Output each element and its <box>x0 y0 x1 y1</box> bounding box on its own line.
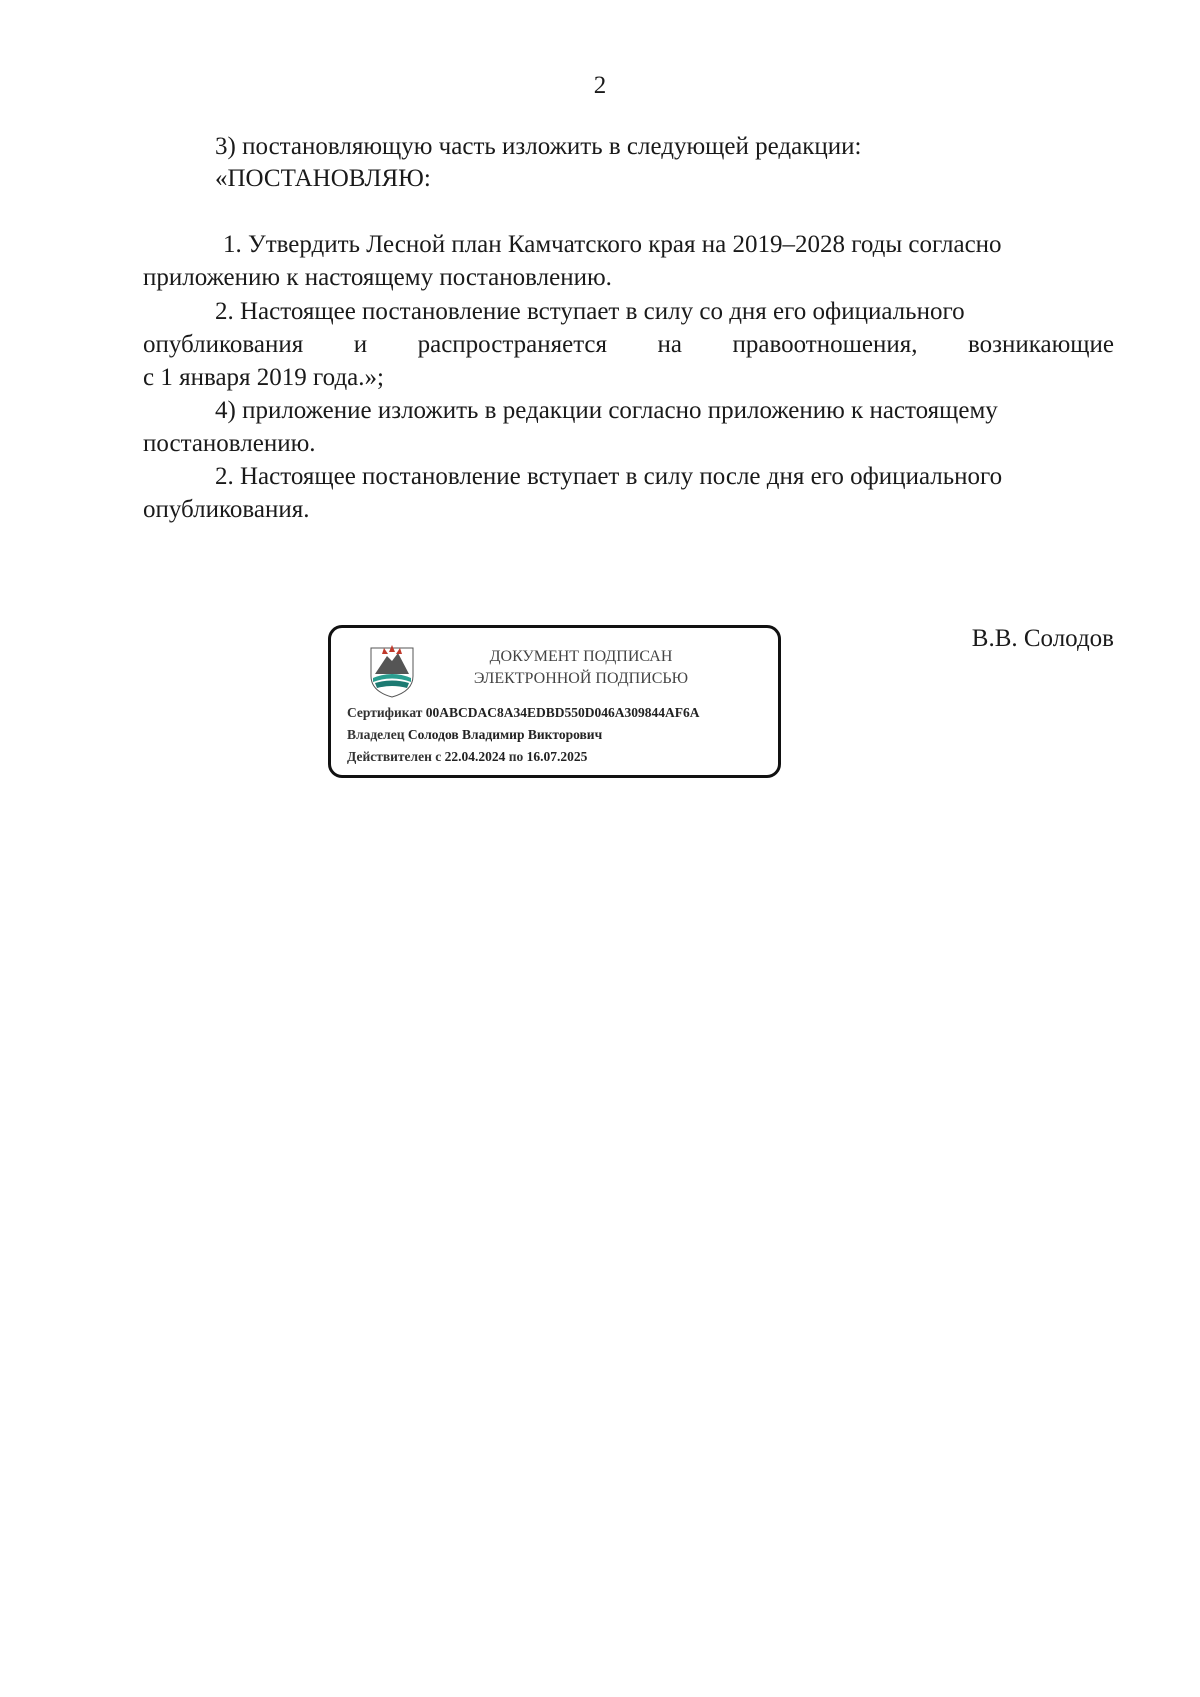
certificate-row <box>347 705 700 721</box>
word: возникающие <box>967 331 1114 358</box>
valid-label: Действителен <box>347 749 432 764</box>
paragraph-3-line-1: 3) постановляющую часть изложить в следующей редакции: <box>215 133 862 160</box>
word: и <box>353 331 368 358</box>
word: распространяется <box>417 331 608 358</box>
item-2-line-2 <box>143 330 1114 360</box>
word: правоотношения, <box>732 331 918 358</box>
word: на <box>657 331 683 358</box>
valid-to: 16.07.2025 <box>526 749 588 764</box>
word: опубликования <box>143 331 304 358</box>
paragraph-5-line-2: опубликования. <box>143 496 310 523</box>
item-2-line-1: 2. Настоящее постановление вступает в силу со дня его официального <box>215 298 965 325</box>
validity-row <box>347 749 587 765</box>
valid-to-label: по <box>508 749 524 764</box>
stamp-title-line-2: ЭЛЕКТРОННОЙ ПОДПИСЬЮ <box>473 670 689 687</box>
paragraph-5-line-1: 2. Настоящее постановление вступает в силу после дня его официального <box>215 463 1003 490</box>
paragraph-3-line-2: «ПОСТАНОВЛЯЮ: <box>215 165 431 192</box>
item-1-line-1: 1. Утвердить Лесной план Камчатского края на 2019–2028 годы согласно <box>223 231 1002 258</box>
item-2-line-3: с 1 января 2019 года.»; <box>143 364 384 391</box>
certificate-label: Сертификат <box>347 705 423 720</box>
page-number: 2 <box>593 72 607 99</box>
stamp-title-line-1: ДОКУМЕНТ ПОДПИСАН <box>489 648 673 665</box>
item-1-line-2: приложению к настоящему постановлению. <box>143 264 612 291</box>
electronic-signature-stamp <box>328 625 781 778</box>
paragraph-4-line-1: 4) приложение изложить в редакции согласно приложению к настоящему <box>215 397 998 424</box>
owner-label: Владелец <box>347 727 405 742</box>
stamp-title <box>421 646 741 690</box>
kamchatka-coat-of-arms-icon <box>367 642 417 698</box>
certificate-value: 00ABCDAC8A34EDBD550D046A309844AF6A <box>425 705 700 720</box>
valid-from-label: с <box>435 749 442 764</box>
owner-value: Солодов Владимир Викторович <box>407 727 603 742</box>
valid-from: 22.04.2024 <box>444 749 506 764</box>
paragraph-4-line-2: постановлению. <box>143 430 316 457</box>
signer-name: В.В. Солодов <box>971 625 1114 652</box>
owner-row <box>347 727 602 743</box>
